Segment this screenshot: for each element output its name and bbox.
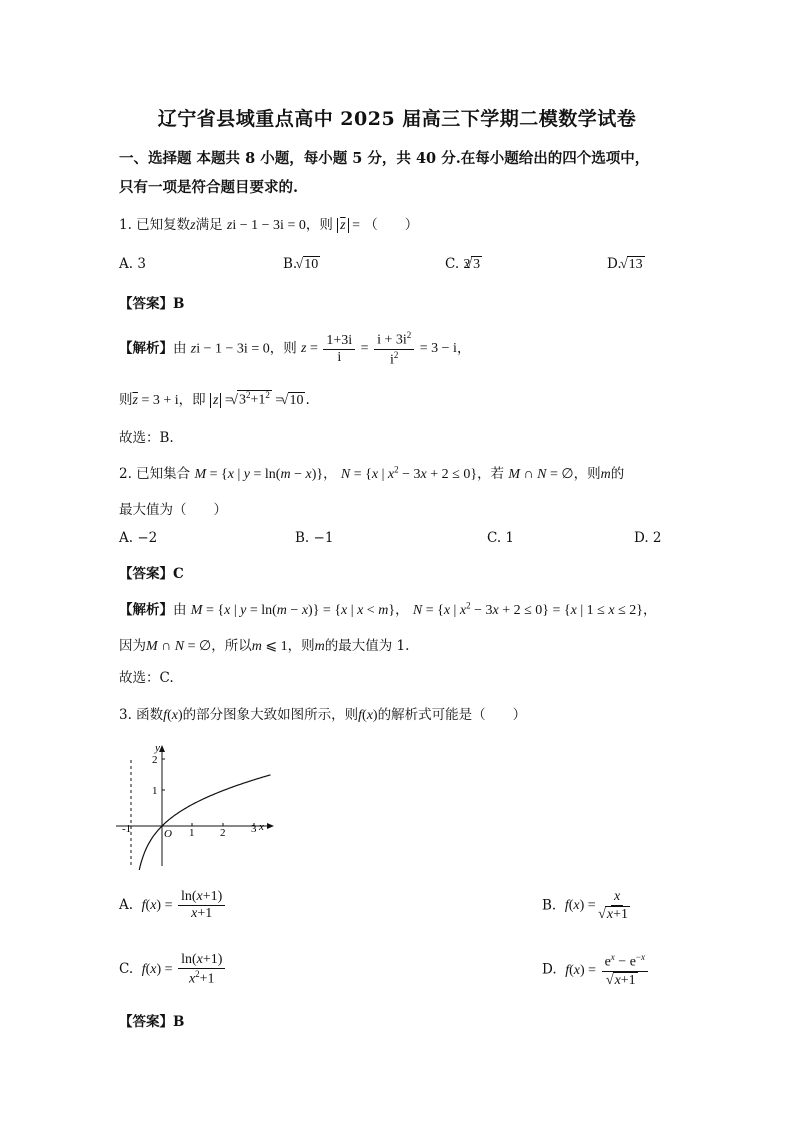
q1-option-b: B. √ 10 xyxy=(283,256,320,273)
section-heading-line2: 只有一项是符合题目要求的. xyxy=(119,179,299,196)
y-tick-label-2: 2 xyxy=(152,754,158,766)
x-axis-arrow xyxy=(267,823,274,829)
q3-option-c: C. f(x) = $\frac{\ln(x+1)}{x^2+1}$ xyxy=(119,952,227,988)
q3-stem: 3. 函数f(x)的部分图象大致如图所示，则f(x)的解析式可能是（ ） xyxy=(119,707,527,723)
q3-option-a: A. f(x) = $\frac{\ln(x+1)}{x+1}$ xyxy=(119,889,227,922)
y-axis-label: y xyxy=(155,742,160,754)
q3-option-d: D. f(x) = $e^x - e^{-x}$ √ x+1 xyxy=(542,952,650,989)
q1-solution-line2: 则$\overline{z} = 3 + i$，即 z = √ $3^2+1^2$ = √ 10 . xyxy=(119,388,310,409)
q1-option-d: D. √ 13 xyxy=(607,256,645,273)
q2-option-c: C. 1 xyxy=(487,530,515,546)
section-heading-line1: 一、选择题 本题共 8 小题，每小题 5 分，共 40 分.在每小题给出的四个选项中， xyxy=(119,150,650,167)
x-tick-label-3: 3 xyxy=(251,823,257,835)
q2-answer: 【答案】C xyxy=(119,566,184,582)
q2-option-a: A. −2 xyxy=(119,530,158,546)
q1-option-c: C. 2 √ 3 xyxy=(445,256,482,273)
q2-option-b: B. −1 xyxy=(295,530,334,546)
origin-label: O xyxy=(164,828,172,840)
x-tick-label-neg1: -1 xyxy=(122,823,132,835)
q3-option-b: B. f(x) = x √ x+1 xyxy=(542,889,635,923)
q2-solution-line2: 因为M ∩ N = ∅，所以m ⩽ 1，则m的最大值为 1. xyxy=(119,638,410,654)
q1-stem: 1. 已知复数z满足 zi − 1 − 3i = 0，则 $\overline{z}$ = （ ） xyxy=(119,217,419,233)
y-tick-label-1: 1 xyxy=(152,785,158,797)
paper-title: 辽宁省县域重点高中 2025 届高三下学期二模数学试卷 xyxy=(157,108,637,130)
q1-option-a: A. 3 xyxy=(119,256,146,272)
q1-conclusion: 故选：B. xyxy=(119,430,174,446)
q2-option-d: D. 2 xyxy=(634,530,662,546)
q1-answer: 【答案】B xyxy=(119,296,185,312)
x-tick-label-1: 1 xyxy=(189,827,195,839)
function-graph xyxy=(116,740,286,870)
q2-conclusion: 故选：C. xyxy=(119,670,174,686)
q1-solution-line1: 【解析】由 zi − 1 − 3i = 0，则 z = $\frac{1+3i}{i}$ = $\frac{i + 3i^2}{i^2}$ = 3 − i， xyxy=(119,330,471,368)
q2-stem: 2. 已知集合 M = {x | y = ln(m − x)}， N = {x | $x^2 - 3x + 2 \le 0$}，若 M ∩ N = ∅，则m的 xyxy=(119,464,625,482)
x-tick-label-2: 2 xyxy=(220,827,226,839)
q2-stem-line2: 最大值为（ ） xyxy=(119,502,227,518)
y-axis-arrow xyxy=(159,745,165,752)
x-axis-label: x xyxy=(259,821,264,833)
q2-solution-line1: 【解析】由 M = {x | y = ln(m − x)} = {x | x < m}， N = {x | $x^2 - 3x + 2 \le 0\} = \{x$ | 1 ≤ x ≤ 2}， xyxy=(119,600,657,618)
q3-answer: 【答案】B xyxy=(119,1014,185,1030)
